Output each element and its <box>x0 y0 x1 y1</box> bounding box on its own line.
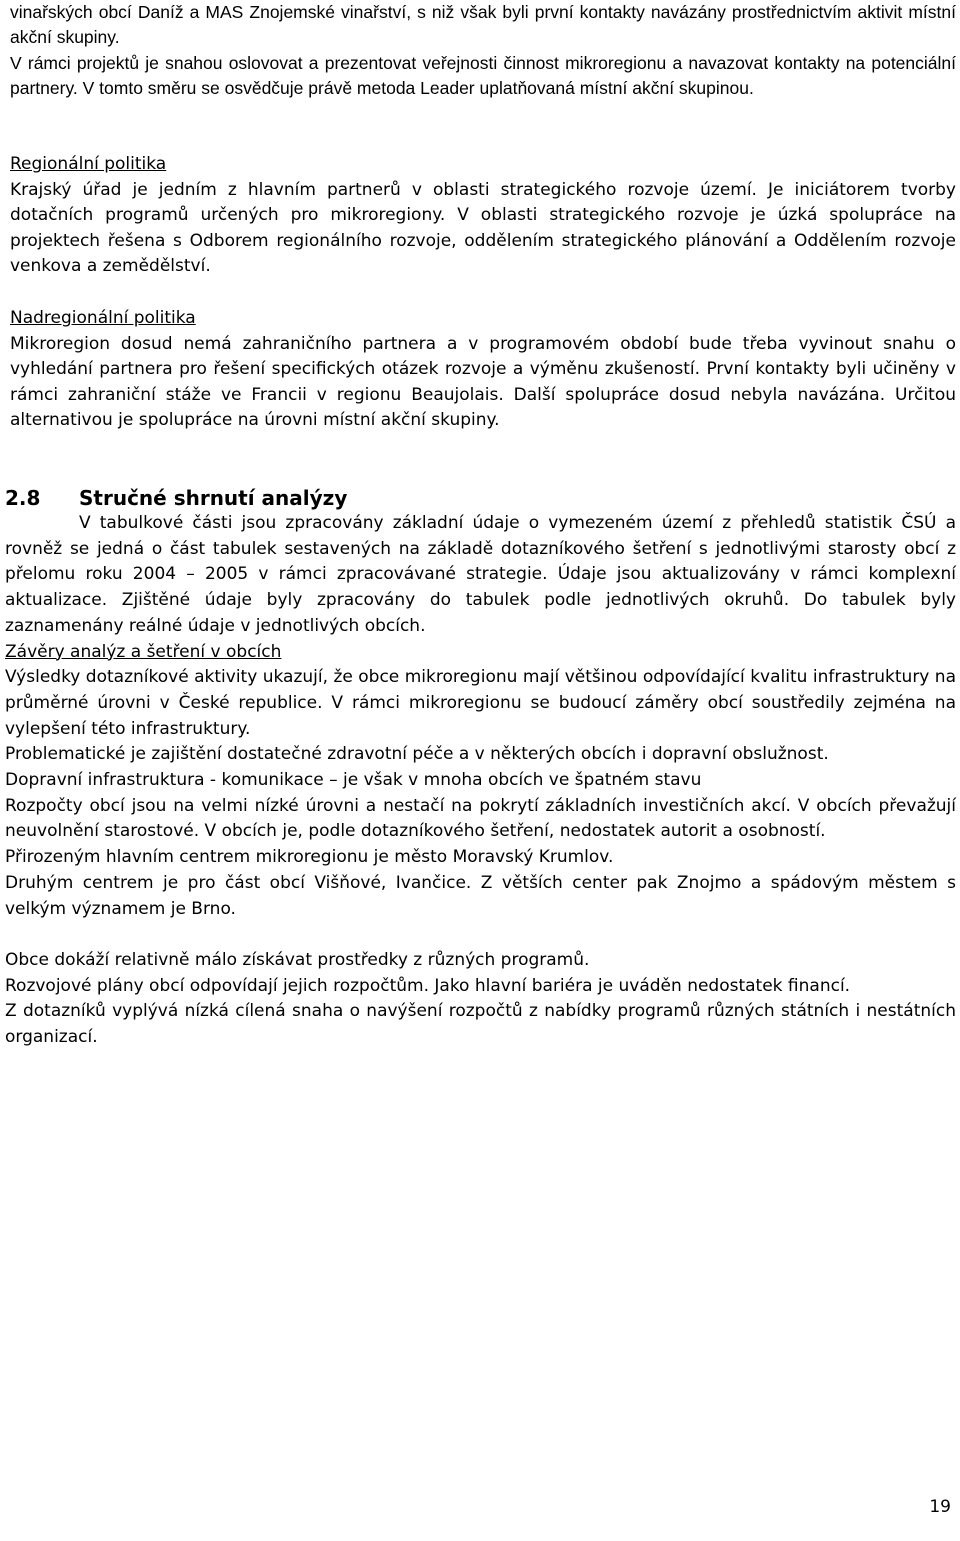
regional-policy-heading: Regionální politika <box>10 154 167 174</box>
findings-heading: Závěry analýz a šetření v obcích <box>5 641 282 662</box>
summary-paragraph-2: Výsledky dotazníkové aktivity ukazují, že obce mikroregionu mají většinou odpovídající kvalitu infrastruktury na průměrné úrovni v České republice. V rámci mikroregionu se budoucí záměry obcí soustředily zejména na vylepšení této infrastruktury. <box>5 667 956 739</box>
summary-paragraph-10: Z dotazníků vyplývá nízká cílená snaha o navýšení rozpočtů z nabídky programů různých státních i nestátních organizací. <box>5 1001 956 1048</box>
supraregional-policy-heading: Nadregionální politika <box>10 308 196 328</box>
paragraph-gap <box>5 922 956 948</box>
summary-paragraph-4: Dopravní infrastruktura - komunikace – je však v mnoha obcích ve špatném stavu <box>5 770 702 791</box>
supraregional-policy-section <box>10 306 956 434</box>
regional-policy-text: Krajský úřad je jedním z hlavním partnerů v oblasti strategického rozvoje území. Je iniciátorem tvorby dotačních programů určených pro mikroregiony. V oblasti strategického rozvoje je úzká spolupráce na projektech řešena s Odborem regionálního rozvoje, oddělením strategického plánování a Oddělením rozvoje venkova a zemědělství. <box>10 179 956 277</box>
regional-policy-section <box>10 152 956 280</box>
summary-section <box>5 511 956 1051</box>
section-title: Stručné shrnutí analýzy <box>79 486 348 510</box>
page-number: 19 <box>929 1497 951 1517</box>
summary-paragraph-6: Přirozeným hlavním centrem mikroregionu je město Moravský Krumlov. <box>5 847 614 868</box>
summary-paragraph-8: Obce dokáží relativně málo získávat prostředky z různých programů. <box>5 949 590 970</box>
supraregional-policy-text: Mikroregion dosud nemá zahraničního partnera a v programovém období bude třeba vyvinout snahu o vyhledání partnera pro řešení specifických otázek rozvoje a výměnu zkušeností. První kontakty byli učiněny v rámci zahraniční stáže ve Francii v regionu Beaujolais. Další spolupráce dosud nebyla navázána. Určitou alternativou je spolupráce na úrovni místní akční skupiny. <box>10 333 956 431</box>
intro-paragraph-2: V rámci projektů je snahou oslovovat a prezentovat veřejnosti činnost mikroregionu a navazovat kontakty na potenciální partnery. V tomto směru se osvědčuje právě metoda Leader uplatňovaná místní akční skupinou. <box>10 52 956 98</box>
summary-paragraph-9: Rozvojové plány obcí odpovídají jejich rozpočtům. Jako hlavní bariéra je uváděn nedostatek financí. <box>5 975 851 996</box>
intro-section <box>10 0 956 101</box>
summary-paragraph-5: Rozpočty obcí jsou na velmi nízké úrovni a nestačí na pokrytí základních investičních akcí. V obcích převažují neuvolnění starostové. V obcích je, podle dotazníkového šetření, nedostatek autorit a osobností. <box>5 795 956 842</box>
summary-paragraph-7: Druhým centrem je pro část obcí Višňové, Ivančice. Z větších center pak Znojmo a spádovým městem s velkým významem je Brno. <box>5 872 956 919</box>
summary-paragraph-1: V tabulkové části jsou zpracovány základní údaje o vymezeném území z přehledů statistik ČSÚ a rovněž se jedná o část tabulek sestavených na základě dotazníkového šetření s jednotlivými starosty obcí z přelomu roku 2004 – 2005 v rámci zpracovávané strategie. Údaje jsou aktualizovány v rámci komplexní aktualizace. Zjištěné údaje byly zpracovány do tabulek podle jednotlivých okruhů. Do tabulek byly zaznamenány reálné údaje v jednotlivých obcích. <box>5 513 956 636</box>
summary-paragraph-3: Problematické je zajištění dostatečné zdravotní péče a v některých obcích i dopravní obslužnost. <box>5 744 829 765</box>
intro-paragraph-1: vinařských obcí Daníž a MAS Znojemské vinařství, s niž však byli první kontakty navázány prostřednictvím aktivit místní akční skupiny. <box>10 2 956 48</box>
section-heading <box>5 484 347 512</box>
section-number: 2.8 <box>5 486 41 510</box>
